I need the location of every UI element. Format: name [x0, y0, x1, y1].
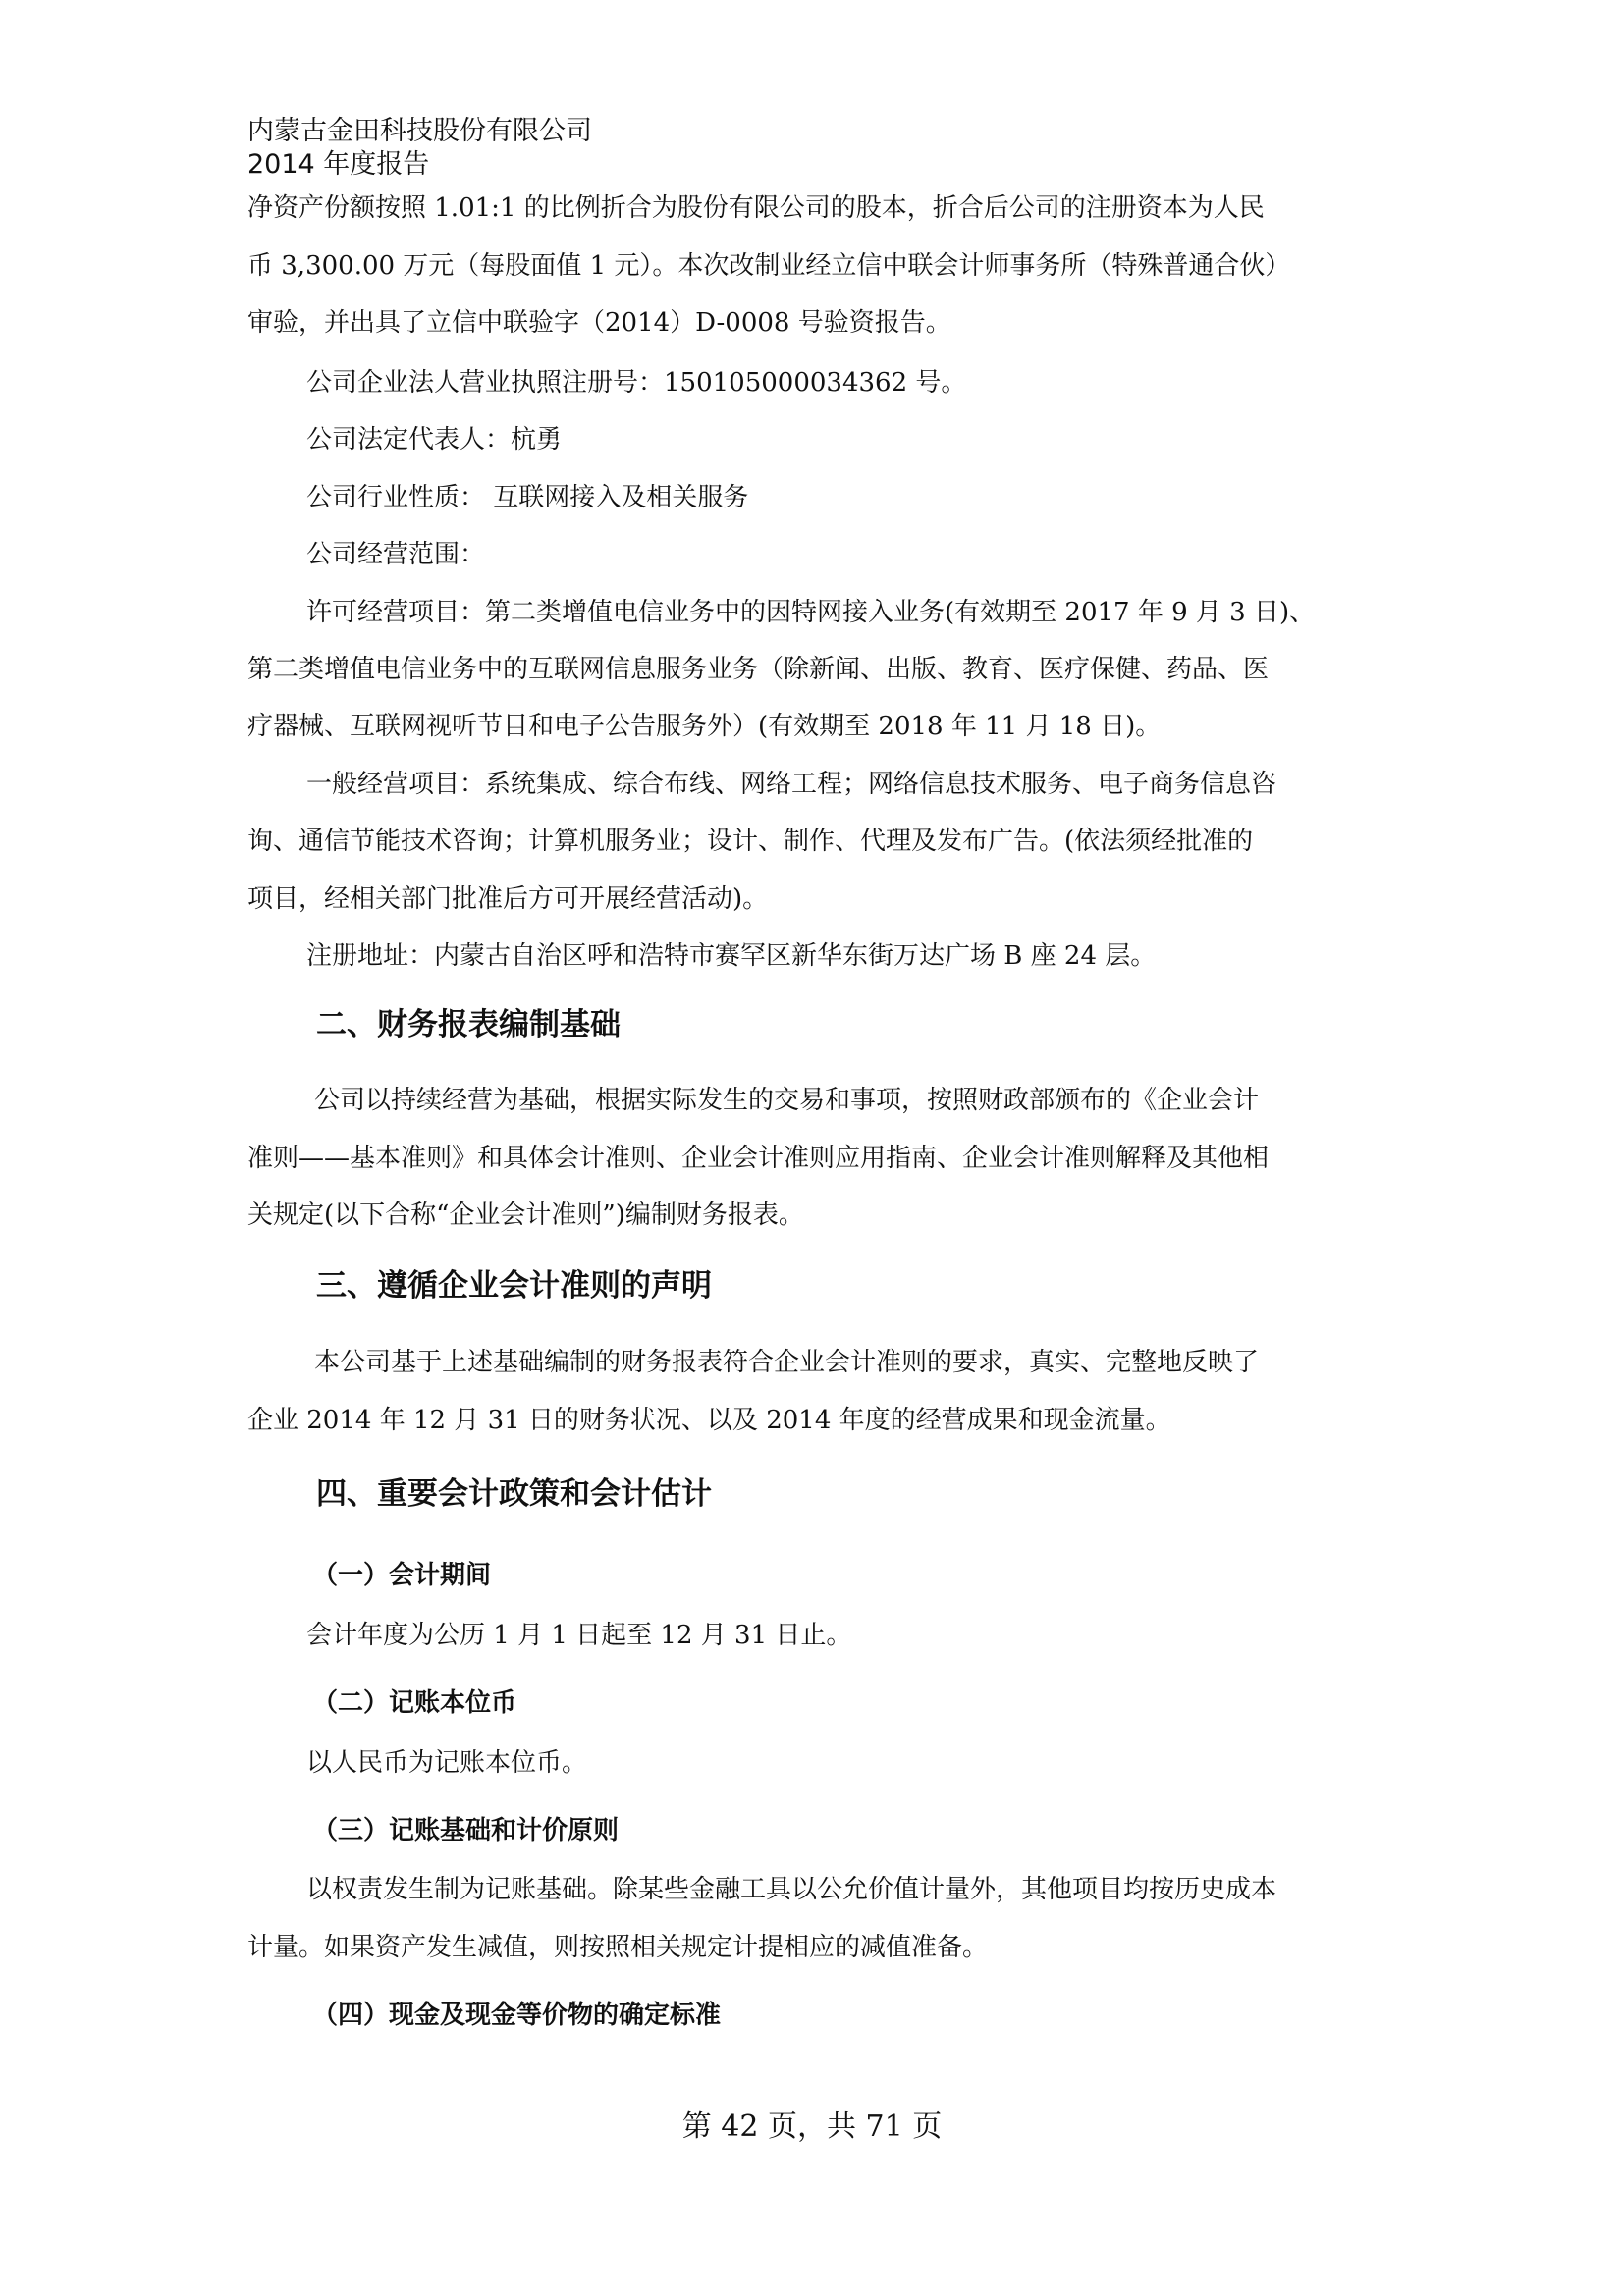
body-line: 准则——基本准则》和具体会计准则、企业会计准则应用指南、企业会计准则解释及其他相	[247, 1144, 1270, 1173]
section-heading: 二、财务报表编制基础	[316, 1007, 621, 1042]
licensed-items-line: 许可经营项目：第二类增值电信业务中的因特网接入业务(有效期至 2017 年 9 月 3 日)、	[306, 598, 1316, 627]
page-number: 第 42 页，共 71 页	[681, 2109, 943, 2144]
body-line: 以人民币为记账本位币。	[306, 1748, 588, 1778]
subsection-heading: （二）记账本位币	[312, 1688, 517, 1718]
section-heading: 四、重要会计政策和会计估计	[316, 1476, 712, 1512]
subsection-heading: （四）现金及现金等价物的确定标准	[312, 2001, 722, 2030]
registered-address: 注册地址：内蒙古自治区呼和浩特市赛罕区新华东街万达广场 B 座 24 层。	[306, 941, 1157, 971]
legal-representative: 公司法定代表人：杭勇	[306, 425, 563, 454]
body-line: 本公司基于上述基础编制的财务报表符合企业会计准则的要求，真实、完整地反映了	[314, 1348, 1260, 1377]
licensed-items-line: 疗器械、互联网视听节目和电子公告服务外）(有效期至 2018 年 11 月 18 日)。	[247, 712, 1162, 741]
subsection-heading: （一）会计期间	[312, 1561, 492, 1590]
registration-number: 公司企业法人营业执照注册号：150105000034362 号。	[306, 368, 967, 398]
business-scope-title: 公司经营范围：	[306, 540, 486, 569]
body-line: 关规定(以下合称“企业会计准则”)编制财务报表。	[247, 1201, 804, 1230]
body-line: 会计年度为公历 1 月 1 日起至 12 月 31 日止。	[306, 1621, 852, 1650]
body-line: 净资产份额按照 1.01:1 的比例折合为股份有限公司的股本，折合后公司的注册资本为人民	[247, 193, 1265, 223]
header-report: 2014 年度报告	[247, 149, 430, 180]
body-line: 计量。如果资产发生减值，则按照相关规定计提相应的减值准备。	[247, 1933, 989, 1962]
licensed-items-line: 第二类增值电信业务中的互联网信息服务业务（除新闻、出版、教育、医疗保健、药品、医	[247, 655, 1270, 684]
general-items-line: 一般经营项目：系统集成、综合布线、网络工程；网络信息技术服务、电子商务信息咨	[306, 770, 1277, 799]
body-line: 企业 2014 年 12 月 31 日的财务状况、以及 2014 年度的经营成果和现金流量。	[247, 1406, 1171, 1435]
industry-nature: 公司行业性质： 互联网接入及相关服务	[306, 483, 749, 512]
general-items-line: 项目，经相关部门批准后方可开展经营活动)。	[247, 884, 769, 914]
body-line: 审验，并出具了立信中联验字（2014）D-0008 号验资报告。	[247, 308, 951, 338]
general-items-line: 询、通信节能技术咨询；计算机服务业；设计、制作、代理及发布广告。(依法须经批准的	[247, 827, 1254, 856]
body-line: 币 3,300.00 万元（每股面值 1 元）。本次改制业经立信中联会计师事务所（特殊普通合伙）	[247, 251, 1291, 281]
section-heading: 三、遵循企业会计准则的声明	[316, 1268, 712, 1304]
body-line: 公司以持续经营为基础，根据实际发生的交易和事项，按照财政部颁布的《企业会计	[314, 1086, 1260, 1115]
header-company: 内蒙古金田科技股份有限公司	[247, 116, 592, 146]
subsection-heading: （三）记账基础和计价原则	[312, 1816, 620, 1845]
body-line: 以权责发生制为记账基础。除某些金融工具以公允价值计量外，其他项目均按历史成本	[306, 1875, 1277, 1904]
